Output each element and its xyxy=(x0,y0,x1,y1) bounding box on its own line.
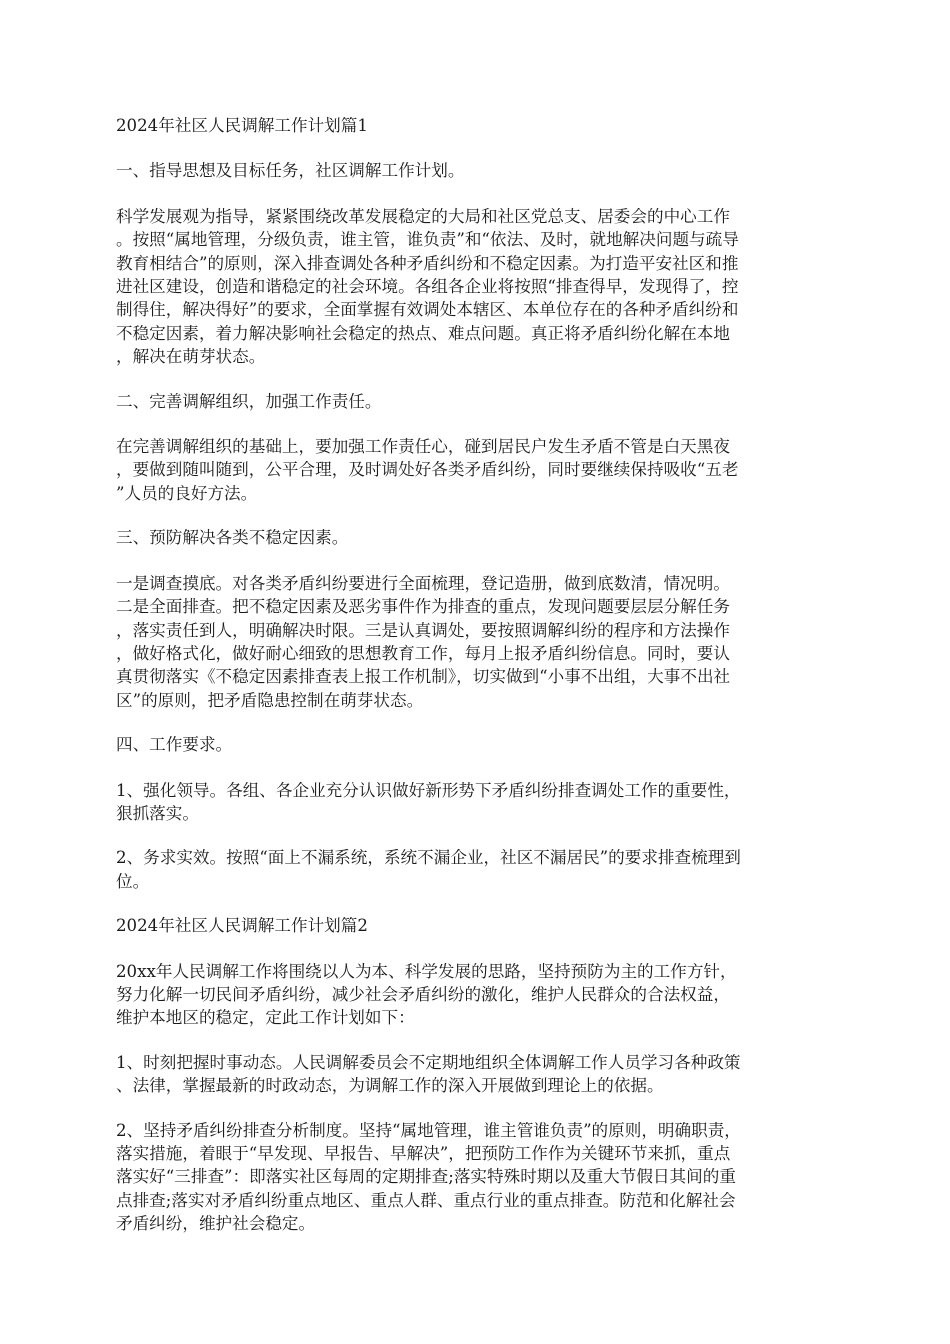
document-page xyxy=(116,114,838,1257)
body-paragraph-6: 20xx年人民调解工作将围绕以人为本、科学发展的思路，坚持预防为主的工作方针， 努力化解一切民间矛盾纠纷，减少社会矛盾纠纷的激化，维护人民群众的合法权益， 维护本地区的稳定，定此工作计划如下： xyxy=(116,961,737,1028)
section-heading-1: 一、指导思想及目标任务，社区调解工作计划。 xyxy=(116,161,465,181)
body-paragraph-5: 2、务求实效。按照“面上不漏系统，系统不漏企业，社区不漏居民”的要求排查梳理到 位。 xyxy=(116,848,741,891)
doc-title-1: 2024年社区人民调解工作计划篇1 xyxy=(116,116,368,135)
body-paragraph-4: 1、强化领导。各组、各企业充分认识做好新形势下矛盾纠纷排查调处工作的重要性， 狠抓落实。 xyxy=(116,780,741,823)
body-paragraph-8: 2、坚持矛盾纠纷排查分析制度。坚持“属地管理，谁主管谁负责”的原则，明确职责， 落实措施，着眼于“早发现、早报告、早解决”，把预防工作作为关键环节来抓，重点 落实好“三排查”：即落实社区每周的定期排查;落实特殊时期以及重大节假日其间的重 点排查;落实对矛盾纠纷重点地区、重点人群、重点行业的重点排查。防范和化解社会 矛盾纠纷，维护社会稳定。 xyxy=(116,1120,741,1234)
body-paragraph-1: 科学发展观为指导，紧紧围绕改革发展稳定的大局和社区党总支、居委会的中心工作 。按照“属地管理，分级负责，谁主管，谁负责”和“依法、及时，就地解决问题与疏导 教育相结合”的原则，深入排查调处各种矛盾纠纷和不稳定因素。为打造平安社区和推 进社区建设，创造和谐稳定的社会环境。各组各企业将按照“排查得早，发现得了，控 制得住，解决得好”的要求，全面掌握有效调处本辖区、本单位存在的各种矛盾纠纷和 不稳定因素，着力解决影响社会稳定的热点、难点问题。真正将矛盾纠纷化解在本地 ，解决在萌芽状态。 xyxy=(116,206,739,367)
section-heading-3: 三、预防解决各类不稳定因素。 xyxy=(116,528,349,548)
section-heading-2: 二、完善调解组织，加强工作责任。 xyxy=(116,391,382,411)
section-heading-4: 四、工作要求。 xyxy=(116,735,233,755)
body-paragraph-7: 1、时刻把握时事动态。人民调解委员会不定期地组织全体调解工作人员学习各种政策 、法律，掌握最新的时政动态，为调解工作的深入开展做到理论上的依据。 xyxy=(116,1052,741,1096)
doc-title-2: 2024年社区人民调解工作计划篇2 xyxy=(116,916,368,936)
body-paragraph-3: 一是调查摸底。对各类矛盾纠纷要进行全面梳理，登记造册，做到底数清，情况明。 二是全面排查。把不稳定因素及恶劣事件作为排查的重点，发现问题要层层分解任务 ，落实责任到人，明确解决时限。三是认真调处，要按照调解纠纷的程序和方法操作 ，做好格式化，做好耐心细致的思想教育工作，每月上报矛盾纠纷信息。同时，要认 真贯彻落实《不稳定因素排查表上报工作机制》，切实做到“小事不出组，大事不出社 区”的原则，把矛盾隐患控制在萌芽状态。 xyxy=(116,573,731,710)
body-paragraph-2: 在完善调解组织的基础上，要加强工作责任心，碰到居民户发生矛盾不管是白天黑夜 ，要做到随叫随到，公平合理，及时调处好各类矛盾纠纷，同时要继续保持吸收“五老 ”人员的良好方法。 xyxy=(116,437,739,503)
